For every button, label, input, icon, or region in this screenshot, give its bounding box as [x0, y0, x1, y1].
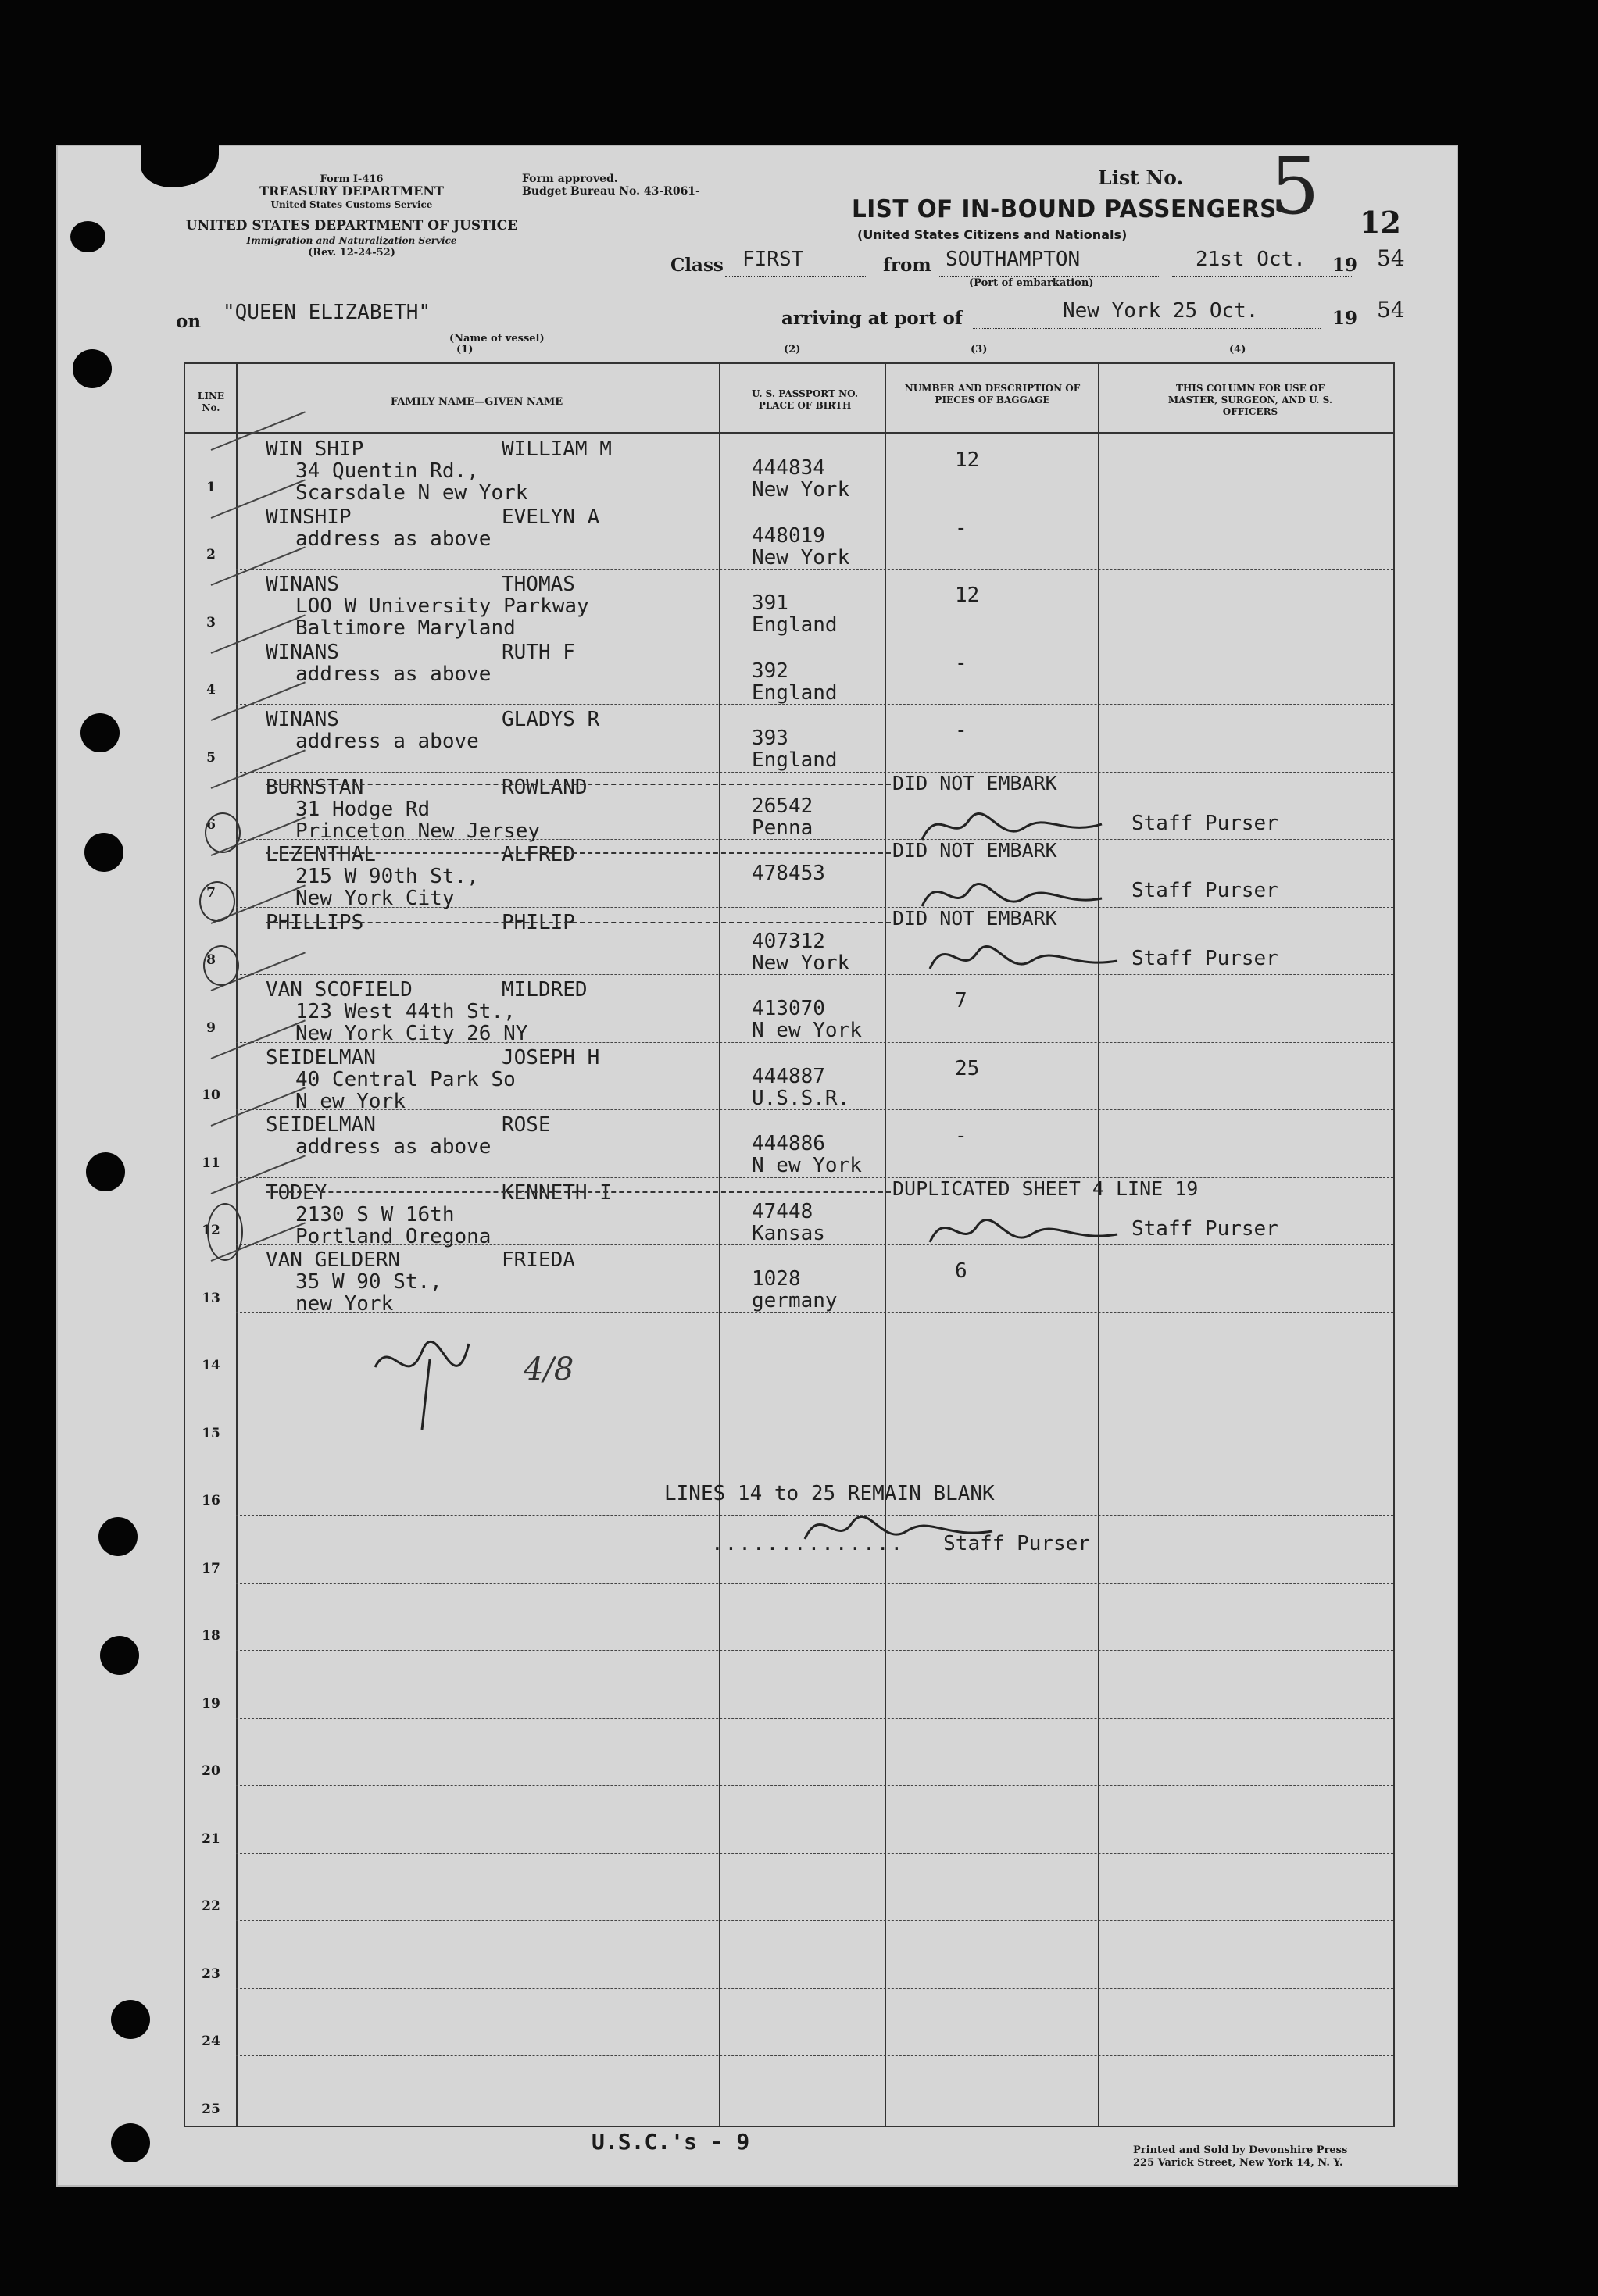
passport-number: 47448 — [752, 1199, 813, 1223]
col-num-1: (1) — [456, 344, 474, 355]
line-number: 23 — [202, 1966, 220, 1982]
class-value: FIRST — [742, 248, 804, 271]
line-number: 3 — [206, 614, 216, 630]
circle-mark — [205, 812, 241, 853]
remain-staff-label: Staff Purser — [943, 1532, 1090, 1555]
strike-line — [266, 784, 891, 785]
line-number: 5 — [206, 749, 216, 766]
address-line-2: new York — [295, 1292, 394, 1316]
passport-number: 478453 — [752, 862, 825, 885]
family-name: WINSHIP — [266, 505, 352, 529]
family-name: WIN SHIP — [266, 437, 364, 461]
port-embark-caption: (Port of embarkation) — [969, 277, 1094, 289]
vessel-caption: (Name of vessel) — [449, 333, 545, 345]
handwritten-list-no: 5 — [1270, 141, 1320, 232]
line-number: 24 — [202, 2034, 220, 2049]
place-of-birth: New York — [752, 545, 850, 570]
row-note: DUPLICATED SHEET 4 LINE 19 — [892, 1177, 1199, 1200]
line-number: 21 — [202, 1830, 220, 1847]
line-number: 11 — [202, 1155, 220, 1171]
signature-scribble — [906, 867, 1141, 930]
row-rule — [236, 1920, 1393, 1921]
address-line-1: 31 Hodge Rd — [295, 797, 431, 821]
form-approved: Form approved. — [522, 173, 618, 185]
form-number: Form I-416 — [320, 173, 384, 185]
given-name: MILDRED — [502, 978, 588, 1002]
circle-mark — [199, 881, 235, 922]
strike-line — [266, 922, 891, 923]
from-label: from — [883, 255, 931, 276]
col-num-4: (4) — [1229, 344, 1246, 355]
row-note: DID NOT EMBARK — [892, 839, 1057, 862]
address-line-1: 34 Quentin Rd., — [295, 459, 479, 483]
year-1: 54 — [1377, 245, 1405, 271]
year-prefix-2: 19 — [1332, 308, 1358, 329]
family-name: VAN SCOFIELD — [266, 978, 413, 1002]
vessel-name: "QUEEN ELIZABETH" — [223, 301, 431, 324]
place-of-birth: Penna — [752, 816, 813, 840]
family-name: PHILLIPS — [266, 910, 364, 934]
place-of-birth: England — [752, 748, 838, 772]
punch-hole — [111, 2123, 150, 2162]
ins-service: Immigration and Naturalization Service — [246, 235, 457, 246]
treasury-dept: TREASURY DEPARTMENT — [259, 184, 444, 198]
baggage-count: 6 — [955, 1259, 967, 1283]
family-name: SEIDELMAN — [266, 1113, 376, 1137]
revision: (Rev. 12-24-52) — [308, 247, 395, 259]
printer-line-1: Printed and Sold by Devonshire Press — [1133, 2144, 1348, 2156]
line-number: 22 — [202, 1898, 220, 1914]
passport-number: 1028 — [752, 1267, 801, 1291]
address-line-1: 35 W 90 St., — [295, 1270, 442, 1294]
line-number: 8 — [206, 952, 216, 968]
row-rule — [236, 1853, 1393, 1854]
col-header-name: FAMILY NAME—GIVEN NAME — [390, 396, 563, 408]
year-2: 54 — [1377, 297, 1405, 323]
signature-scribble — [914, 1203, 1149, 1266]
family-name: WINANS — [266, 640, 339, 664]
place-of-birth: germany — [752, 1289, 838, 1312]
row-rule — [236, 1785, 1393, 1786]
depart-date: 21st Oct. — [1196, 248, 1306, 271]
col-header-baggage: NUMBER AND DESCRIPTION OF PIECES OF BAGGAGE — [904, 383, 1081, 405]
baggage-count: 12 — [955, 584, 980, 607]
punch-hole — [98, 1517, 138, 1556]
family-name: VAN GELDERN — [266, 1248, 401, 1272]
given-name: GLADYS R — [502, 708, 600, 731]
address-line-1: address as above — [295, 1135, 492, 1159]
baggage-count: - — [955, 651, 967, 675]
strike-line — [266, 1191, 891, 1193]
passport-number: 413070 — [752, 997, 825, 1020]
remain-blank-note: LINES 14 to 25 REMAIN BLANK — [664, 1482, 995, 1505]
year-prefix-1: 19 — [1332, 255, 1358, 276]
passport-number: 392 — [752, 659, 788, 683]
address-line-1: 215 W 90th St., — [295, 865, 479, 888]
passport-number: 444886 — [752, 1132, 825, 1155]
line-number: 17 — [202, 1560, 220, 1576]
row-note: DID NOT EMBARK — [892, 771, 1057, 794]
line-number: 20 — [202, 1763, 220, 1779]
customs-service: United States Customs Service — [270, 199, 433, 210]
address-line-1: 40 Central Park So — [295, 1067, 516, 1091]
line-number: 15 — [202, 1425, 220, 1441]
remain-blank-purser: .............. Staff Purser — [711, 1532, 1090, 1555]
given-name: JOSEPH H — [502, 1045, 600, 1069]
budget-bureau: Budget Bureau No. 43-R061- — [522, 185, 700, 198]
on-label: on — [176, 311, 202, 332]
punch-hole — [100, 1636, 139, 1675]
circle-mark — [207, 1203, 243, 1261]
printer-line-2: 225 Varick Street, New York 14, N. Y. — [1133, 2157, 1343, 2169]
place-of-birth: N ew York — [752, 1154, 862, 1177]
document-title: LIST OF IN-BOUND PASSENGERS — [852, 195, 1277, 223]
passport-number: 393 — [752, 727, 788, 750]
line-number: 2 — [206, 547, 216, 562]
family-name: BURNSTAN — [266, 775, 364, 799]
punch-hole — [86, 1152, 125, 1191]
col-num-3: (3) — [971, 344, 988, 355]
col-header-passport: U. S. PASSPORT NO. PLACE OF BIRTH — [751, 388, 859, 411]
place-of-birth: England — [752, 680, 838, 705]
given-name: ROWLAND — [502, 775, 588, 799]
given-name: WILLIAM M — [502, 437, 612, 461]
given-name: RUTH F — [502, 640, 575, 664]
family-name: WINANS — [266, 573, 339, 596]
given-name: KENNETH I — [502, 1180, 612, 1205]
given-name: ALFRED — [502, 843, 575, 866]
arriving-label: arriving at port of — [781, 308, 963, 329]
line-number: 13 — [202, 1290, 220, 1306]
place-of-birth: New York — [752, 478, 850, 502]
address-line-1: 2130 S W 16th — [295, 1202, 455, 1227]
given-name: PHILIP — [502, 910, 575, 934]
row-rule — [236, 1718, 1393, 1719]
place-of-birth: England — [752, 613, 838, 637]
strike-line — [266, 852, 891, 854]
col-header-officers: THIS COLUMN FOR USE OF MASTER, SURGEON, AND U. S. OFFICERS — [1167, 383, 1333, 417]
line-number: 14 — [202, 1358, 220, 1373]
signature-scribble — [906, 797, 1141, 859]
place-of-birth: N ew York — [752, 1019, 862, 1042]
baggage-count: - — [955, 719, 967, 742]
given-name: ROSE — [502, 1113, 551, 1137]
address-line-2: New York City 26 NY — [295, 1022, 528, 1045]
col-num-2: (2) — [784, 344, 801, 355]
signature-scribble — [914, 930, 1149, 992]
punch-hole — [111, 2000, 150, 2039]
address-line-2: N ew York — [295, 1089, 406, 1113]
circle-mark — [203, 945, 239, 986]
document-subtitle: (United States Citizens and Nationals) — [857, 227, 1128, 242]
address-line-1: address as above — [295, 527, 492, 551]
passport-number: 448019 — [752, 523, 825, 548]
col-header-line-no: LINE No. — [197, 391, 225, 413]
handwritten-note: 4/8 — [524, 1352, 574, 1387]
address-line-2: Baltimore Maryland — [295, 616, 516, 640]
passport-number: 407312 — [752, 929, 825, 953]
row-rule — [236, 1988, 1393, 1989]
line-number: 7 — [206, 884, 216, 901]
passport-number: 391 — [752, 591, 788, 615]
address-line-2: New York City — [295, 887, 455, 910]
address-line-2: Princeton New Jersey — [295, 819, 541, 843]
family-name: WINANS — [266, 708, 339, 731]
place-of-birth: Kansas — [752, 1221, 825, 1245]
family-name: LEZENTHAL — [266, 843, 376, 866]
address-line-1: address as above — [295, 662, 492, 686]
line-number: 1 — [206, 479, 216, 495]
row-rule — [236, 1650, 1393, 1651]
passport-number: 444887 — [752, 1064, 825, 1088]
given-name: THOMAS — [502, 573, 575, 596]
staff-purser-label: Staff Purser — [1131, 879, 1278, 902]
address-line-1: address a above — [295, 730, 479, 753]
given-name: FRIEDA — [502, 1248, 575, 1272]
class-label: Class — [670, 255, 724, 276]
row-rule — [236, 1583, 1393, 1584]
family-name: SEIDELMAN — [266, 1045, 376, 1069]
line-number: 18 — [202, 1628, 220, 1644]
handwritten-initials — [359, 1320, 531, 1437]
address-line-1: 123 West 44th St., — [295, 1000, 516, 1023]
line-number: 19 — [202, 1695, 220, 1712]
place-of-birth: U.S.S.R. — [752, 1086, 850, 1110]
staff-purser-label: Staff Purser — [1131, 811, 1278, 835]
punch-hole — [84, 833, 123, 872]
line-number: 25 — [202, 2101, 220, 2117]
footer-code: U.S.C.'s - 9 — [592, 2129, 750, 2155]
address-line-1: LOO W University Parkway — [295, 595, 589, 618]
line-number: 10 — [202, 1087, 220, 1103]
address-line-2: Portland Oregona — [295, 1224, 492, 1248]
address-line-2: Scarsdale N ew York — [295, 481, 528, 505]
row-rule — [236, 2055, 1393, 2056]
arrival-port-date: New York 25 Oct. — [1063, 299, 1259, 323]
punch-hole — [73, 349, 112, 388]
line-number: 9 — [206, 1019, 216, 1036]
row-note: DID NOT EMBARK — [892, 906, 1057, 930]
passport-number: 444834 — [752, 456, 825, 480]
baggage-count: - — [955, 516, 967, 540]
staff-purser-label: Staff Purser — [1131, 946, 1278, 970]
line-number: 6 — [206, 817, 216, 833]
baggage-count: 12 — [955, 448, 980, 472]
passport-number: 26542 — [752, 794, 813, 818]
list-no-label: List No. — [1098, 166, 1184, 189]
from-value: SOUTHAMPTON — [946, 248, 1081, 271]
baggage-count: - — [955, 1124, 967, 1148]
place-of-birth: New York — [752, 951, 850, 975]
line-number: 4 — [206, 682, 216, 698]
justice-dept: UNITED STATES DEPARTMENT OF JUSTICE — [185, 218, 518, 234]
sheet-number: 12 — [1360, 205, 1401, 240]
line-number: 12 — [202, 1223, 220, 1238]
given-name: EVELYN A — [502, 505, 600, 529]
baggage-count: 7 — [955, 989, 967, 1012]
staff-purser-label: Staff Purser — [1131, 1216, 1278, 1241]
punch-hole — [70, 221, 105, 252]
punch-hole — [80, 713, 120, 752]
line-number: 16 — [202, 1493, 220, 1509]
baggage-count: 25 — [955, 1056, 980, 1080]
family-name: TODEY — [266, 1180, 327, 1205]
